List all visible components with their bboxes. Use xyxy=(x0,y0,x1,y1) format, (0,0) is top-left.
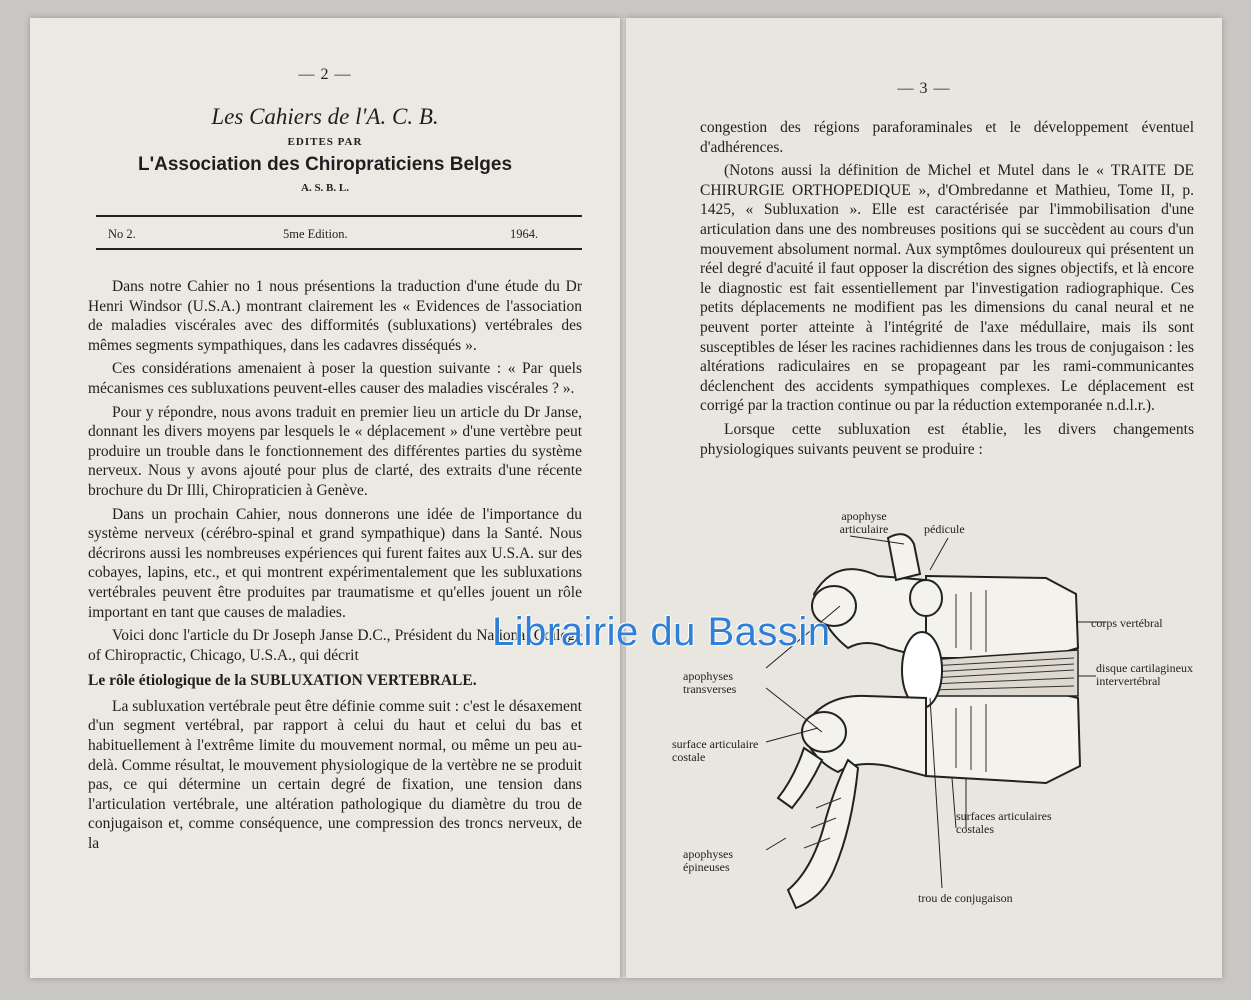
label-disque: disque cartilagineux intervertébral xyxy=(1096,661,1193,688)
paragraph: Ces considérations amenaient à poser la question suivante : « Par quels mécanismes ces subluxations peuvent-elles causer des maladies viscérales ? ». xyxy=(88,360,582,397)
edited-by: EDITES PAR xyxy=(287,136,363,148)
paragraph: congestion des régions paraforaminales et le développement éventuel d'adhérences. xyxy=(700,119,1194,156)
label-apophyse-articulaire: apophyse articulaire xyxy=(839,509,889,536)
paragraph: (Notons aussi la définition de Michel et Mutel dans le « TRAITE DE CHIRURGIE ORTHOPEDIQUE », d'Ombredanne et Mathieu, Tome II, p. 1425, « Subluxation ». Elle est caractérisée par l'immobilisation d'une articulation dans une des nombreuses positions qui se succèdent au cours d'un mouvement absolument normal. Aux symptômes douloureux qui présentent un réel degré d'acuité il faut opposer la discrétion des signes objectifs, et là encore le diagnostic est fait essentiellement par l'investigation radiographique. Ces petits déplacements ne modifient pas les dimensions du canal neural et ne peuvent porter atteinte à l'intégrité de l'axe médullaire, mais ils sont susceptibles de léser les racines rachidiennes dans les trous de conjugaison : les altérations radiculaires en se propageant par les rami-communicantes déclenchent des accidents sympathiques complexes. Le déplacement est corrigé par la traction continue ou par la réduction extemporanée n.d.l.r.). xyxy=(700,162,1194,415)
label-surface-costale: surface articulaire costale xyxy=(672,737,759,764)
watermark: Librairie du Bassin xyxy=(492,610,831,654)
section-heading: Le rôle étiologique de la SUBLUXATION VERTEBRALE. xyxy=(88,672,477,690)
page-number-left: — 2 — xyxy=(298,66,352,83)
body-paragraph: La subluxation vertébrale peut être définie comme suit : c'est le désaxement d'un segment vertébral, par rapport à celui du haut et celui du bas et habituellement à l'extrême limite du mouvement normal, ou même un peu au-delà. Comme résultat, le mouvement physiologique de la vertèbre ne se produit pas, ce qui détermine un certain degré de fixation, une tension dans l'articulation vertébrale, une altération pathologique du diamètre du trou de conjugaison et, comme conséquence, une compression des troncs nerveux, de la xyxy=(88,697,582,853)
header-rule-top xyxy=(96,215,582,217)
left-page xyxy=(30,18,620,978)
left-intro-text xyxy=(88,277,582,858)
page-number-right: — 3 — xyxy=(897,80,951,97)
label-pedicule: pédicule xyxy=(924,522,965,536)
asbl: A. S. B. L. xyxy=(301,182,349,194)
header-rule-bottom xyxy=(96,248,582,250)
label-surfaces-costales: surfaces articulaires costales xyxy=(956,809,1052,836)
publication-title: Les Cahiers de l'A. C. B. xyxy=(211,104,439,129)
label-apophyses-transverses: apophyses transverses xyxy=(683,669,737,696)
paragraph: Lorsque cette subluxation est établie, les divers changements physiologiques suivants peuvent se produire : xyxy=(700,420,1194,458)
paragraph: Voici donc l'article du Dr Joseph Janse D.C., Président du National College of Chiropractic, Chicago, U.S.A., qui décrit xyxy=(88,627,582,664)
paragraph: Dans un prochain Cahier, nous donnerons une idée de l'importance du système nerveux (cérébro-spinal et grand sympathique) dans la Santé. Nous décrirons aussi les nombreuses expériences qui furent faites aux U.S.A. sur des cobayes, lapins, etc., et qui montrent expérimentalement que les subluxations vertébrales peuvent être produites par traumatisme et qu'elles jouent un rôle important en tant que causes de maladies. xyxy=(88,505,582,621)
issue-number: No 2. xyxy=(108,227,136,241)
paragraph: Pour y répondre, nous avons traduit en premier lieu un article du Dr Janse, donnant les divers moyens par lesquels le « déplacement » d'une vertèbre peut produire un trouble dans le fonctionnement des différentes parties du système nerveux. Nous y avons ajouté pour plus de clarté, des extraits d'une récente brochure du Dr Illi, Chiropraticien à Genève. xyxy=(88,403,582,499)
year: 1964. xyxy=(510,227,539,241)
edition: 5me Edition. xyxy=(283,227,348,241)
association-name: L'Association des Chiropraticiens Belges xyxy=(137,154,513,175)
right-text xyxy=(700,118,1194,463)
label-trou-conjugaison: trou de conjugaison xyxy=(918,891,1013,905)
right-page xyxy=(626,18,1222,978)
paragraph: Dans notre Cahier no 1 nous présentions la traduction d'une étude du Dr Henri Windsor (U.S.A.) montrant clairement les « Evidences de l'association de maladies viscérales avec des difformités (subluxations) vertébrales des mêmes segments sympathiques, dans les cadavres disséqués ». xyxy=(88,278,582,354)
label-apophyses-epineuses: apophyses épineuses xyxy=(683,847,733,874)
label-corps-vertebral: corps vertébral xyxy=(1091,616,1163,630)
